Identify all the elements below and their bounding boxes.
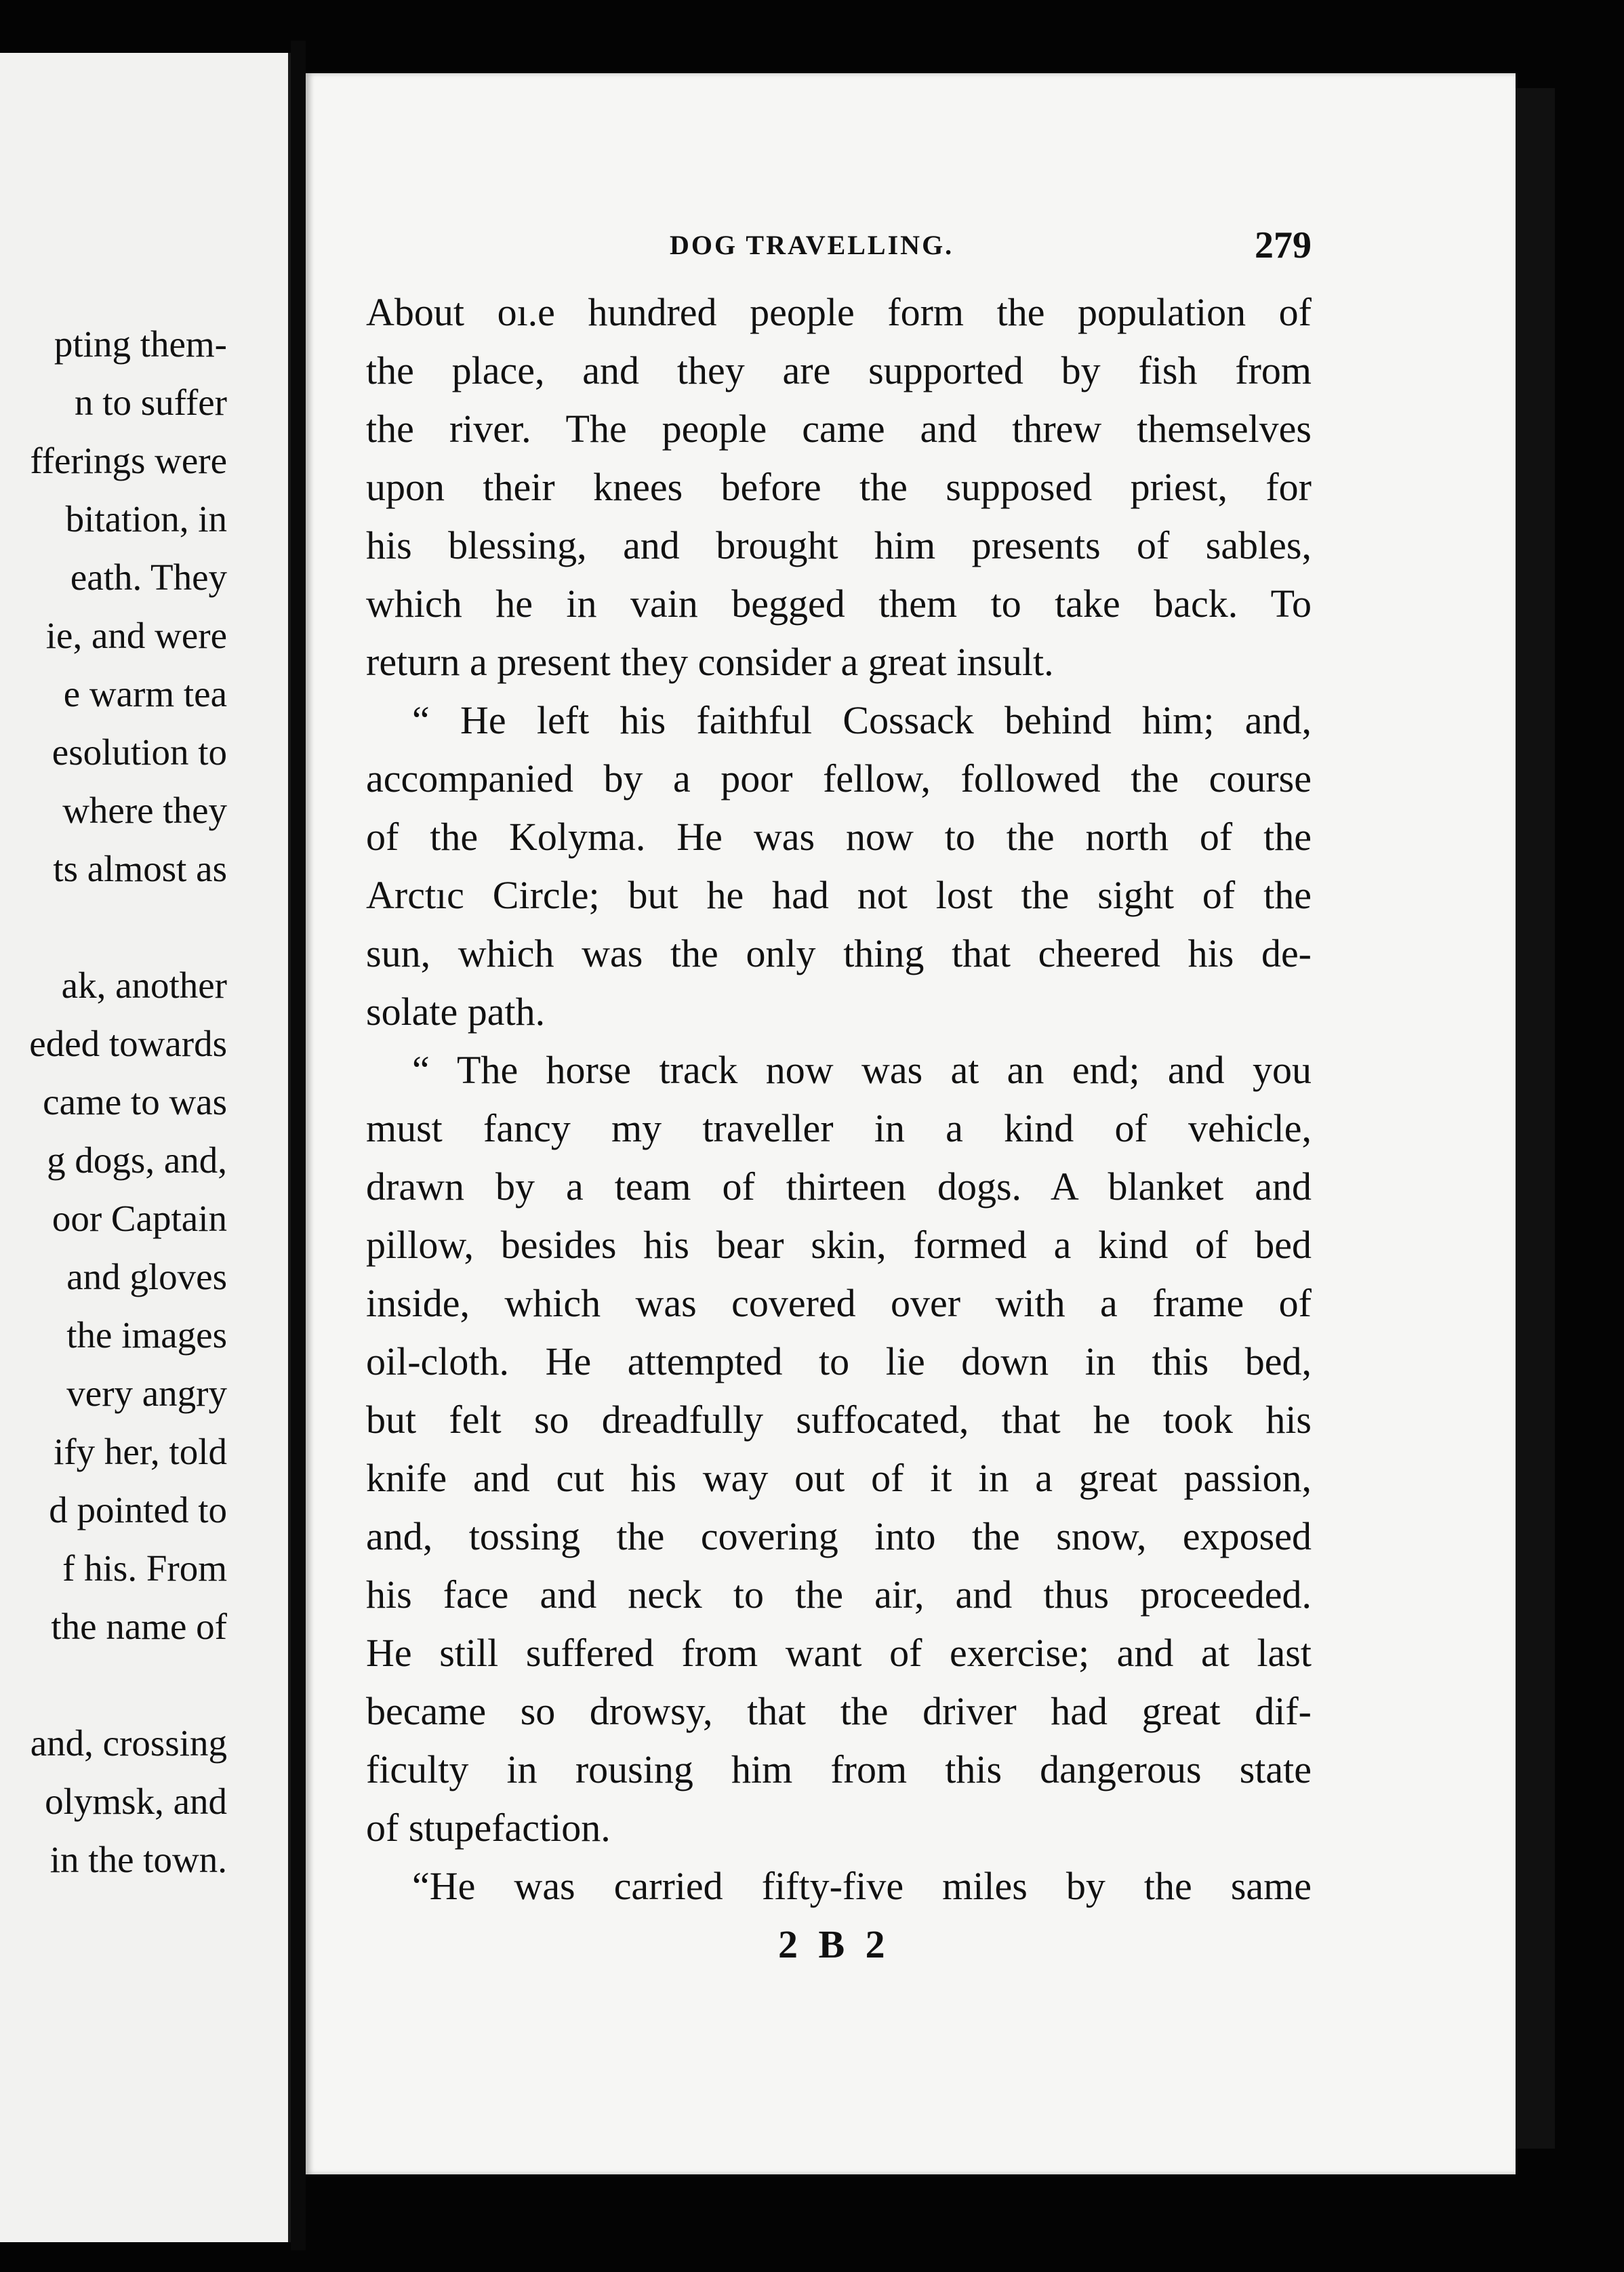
book-gutter — [291, 41, 306, 2250]
left-page-line: fferings were — [30, 440, 227, 481]
page-edge — [1516, 88, 1555, 2149]
text-line: must fancy my traveller in a kind of vehicle, — [366, 1106, 1312, 1150]
text-line: accompanied by a poor fellow, followed the course — [366, 756, 1312, 800]
left-page-line: ts almost as — [53, 848, 227, 889]
left-page-line: oor Captain — [52, 1198, 227, 1239]
text-line: Arctıc Circle; but he had not lost the sight of the — [366, 873, 1312, 917]
text-line: which he in vain begged them to take back. To — [366, 582, 1312, 626]
running-head: DOG TRAVELLING. — [670, 230, 954, 260]
signature-mark: 2 B 2 — [778, 1922, 891, 1966]
text-line: “ The horse track now was at an end; and you — [412, 1048, 1312, 1092]
left-page-line: in the town. — [49, 1839, 227, 1880]
left-page-line: e warm tea — [63, 673, 227, 714]
text-line: the place, and they are supported by fish from — [366, 348, 1312, 392]
left-page-line: ify her, told — [54, 1431, 227, 1472]
page-number: 279 — [1255, 224, 1312, 266]
left-page-line: f his. From — [62, 1547, 227, 1589]
text-line: became so drowsy, that the driver had great dif- — [366, 1689, 1312, 1733]
text-line: ficulty in rousing him from this dangerous state — [366, 1747, 1312, 1791]
text-line: but felt so dreadfully suffocated, that he took his — [366, 1398, 1312, 1442]
text-line: upon their knees before the supposed priest, for — [366, 465, 1312, 509]
text-line: inside, which was covered over with a frame of — [366, 1281, 1312, 1325]
left-page-line: ak, another — [61, 965, 227, 1006]
left-page-line: n to suffer — [74, 382, 227, 423]
left-page-line: where they — [62, 790, 227, 831]
text-line: About oı.e hundred people form the population of — [366, 290, 1312, 334]
left-page-line: pting them- — [54, 323, 227, 365]
left-page-line: and gloves — [66, 1256, 227, 1297]
text-line: of stupefaction. — [366, 1806, 611, 1850]
text-line: oil-cloth. He attempted to lie down in this bed, — [366, 1339, 1312, 1383]
left-page-line: came to was — [43, 1081, 227, 1122]
left-page-line: d pointed to — [49, 1489, 227, 1530]
left-page-line: eded towards — [29, 1023, 227, 1064]
left-page-line: the images — [66, 1314, 227, 1356]
left-page-line: bitation, in — [65, 498, 227, 540]
page-header — [366, 224, 1312, 264]
left-page-line: the name of — [51, 1606, 227, 1647]
text-line: and, tossing the covering into the snow, exposed — [366, 1514, 1312, 1558]
text-line: solate path. — [366, 990, 546, 1034]
text-line: “ He left his faithful Cossack behind him; and, — [412, 698, 1312, 742]
left-page-line: olymsk, and — [45, 1781, 227, 1822]
text-line: “He was carried fifty-five miles by the same — [412, 1864, 1312, 1908]
left-page-line: esolution to — [52, 731, 227, 773]
text-line: sun, which was the only thing that cheered his de- — [366, 931, 1312, 975]
text-line: He still suffered from want of exercise; and at last — [366, 1631, 1312, 1675]
text-line: return a present they consider a great insult. — [366, 640, 1054, 684]
text-line: pillow, besides his bear skin, formed a kind of bed — [366, 1223, 1312, 1267]
left-page-line: eath. They — [70, 556, 227, 598]
body-text — [366, 283, 1312, 1915]
left-page-line: very angry — [66, 1373, 227, 1414]
text-line: the river. The people came and threw themselves — [366, 407, 1312, 451]
text-line: knife and cut his way out of it in a great passion, — [366, 1456, 1312, 1500]
text-line: drawn by a team of thirteen dogs. A blanket and — [366, 1164, 1312, 1209]
left-page-line: ie, and were — [45, 615, 227, 656]
left-page — [0, 53, 291, 2242]
text-line: his face and neck to the air, and thus proceeded. — [366, 1573, 1312, 1617]
left-page-line: and, crossing — [30, 1722, 227, 1764]
left-page-line: g dogs, and, — [47, 1139, 227, 1181]
text-line: his blessing, and brought him presents of sables, — [366, 523, 1312, 567]
text-line: of the Kolyma. He was now to the north of the — [366, 815, 1312, 859]
